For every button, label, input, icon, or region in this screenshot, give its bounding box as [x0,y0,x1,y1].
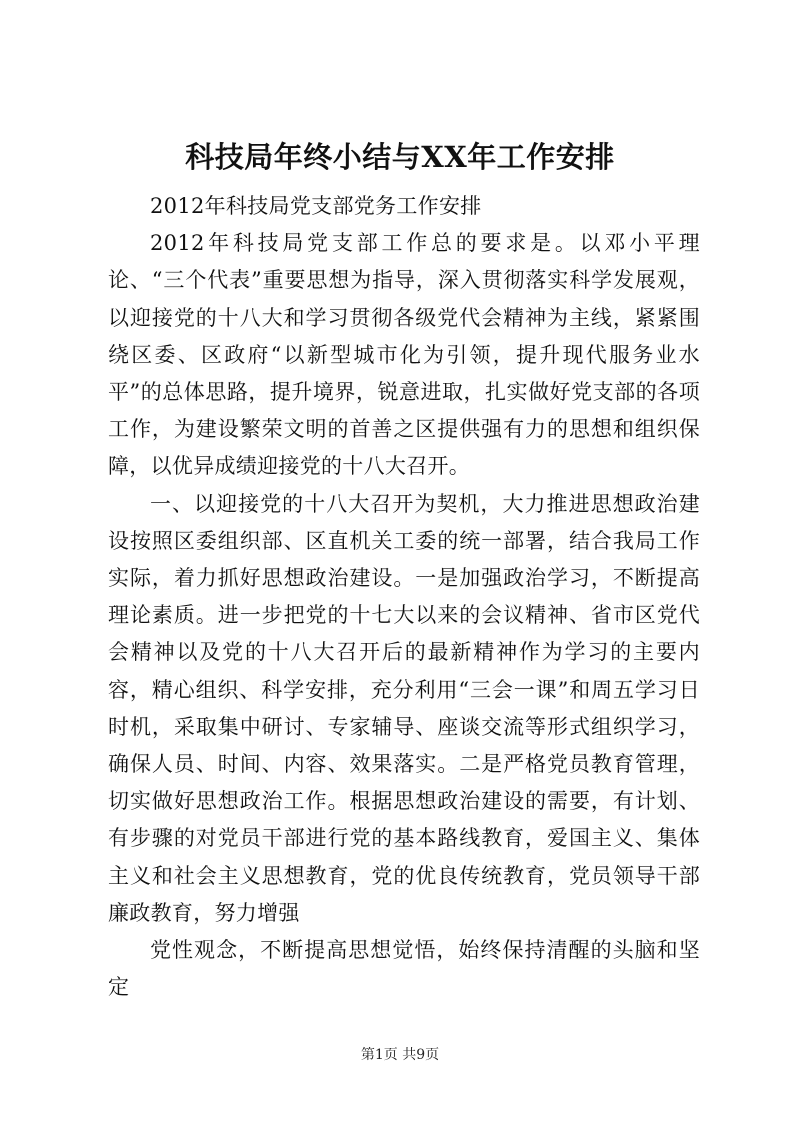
paragraph-1: 2012年科技局党支部工作总的要求是。以邓小平理论、“三个代表”重要思想为指导，深入贯彻落实科学发展观，以迎接党的十八大和学习贯彻各级党代会精神为主线，紧紧围绕区委、区政府“以新型城市化为引领，提升现代服务业水平”的总体思路，提升境界，锐意进取，扎实做好党支部的各项工作，为建设繁荣文明的首善之区提供强有力的思想和组织保障，以优异成绩迎接党的十八大召开。 [108,231,700,479]
page-number: 第1页 共9页 [360,1047,440,1063]
paragraph-3: 党性观念，不断提高思想觉悟，始终保持清醒的头脑和坚定 [108,938,700,1000]
document-body [108,188,700,1006]
document-title: 科技局年终小结与XX年工作安排 [185,140,615,174]
paragraph-2: 一、以迎接党的十八大召开为契机，大力推进思想政治建设按照区委组织部、区直机关工委的统一部署，结合我局工作实际，着力抓好思想政治建设。一是加强政治学习，不断提高理论素质。进一步把党的十七大以来的会议精神、省市区党代会精神以及党的十八大召开后的最新精神作为学习的主要内容，精心组织、科学安排，充分利用“三会一课”和周五学习日时机，采取集中研讨、专家辅导、座谈交流等形式组织学习，确保人员、时间、内容、效果落实。二是严格党员教育管理，切实做好思想政治工作。根据思想政治建设的需要，有计划、有步骤的对党员干部进行党的基本路线教育，爱国主义、集体主义和社会主义思想教育，党的优良传统教育，党员领导干部廉政教育，努力增强 [108,491,700,925]
document-subtitle: 2012年科技局党支部党务工作安排 [150,194,482,218]
